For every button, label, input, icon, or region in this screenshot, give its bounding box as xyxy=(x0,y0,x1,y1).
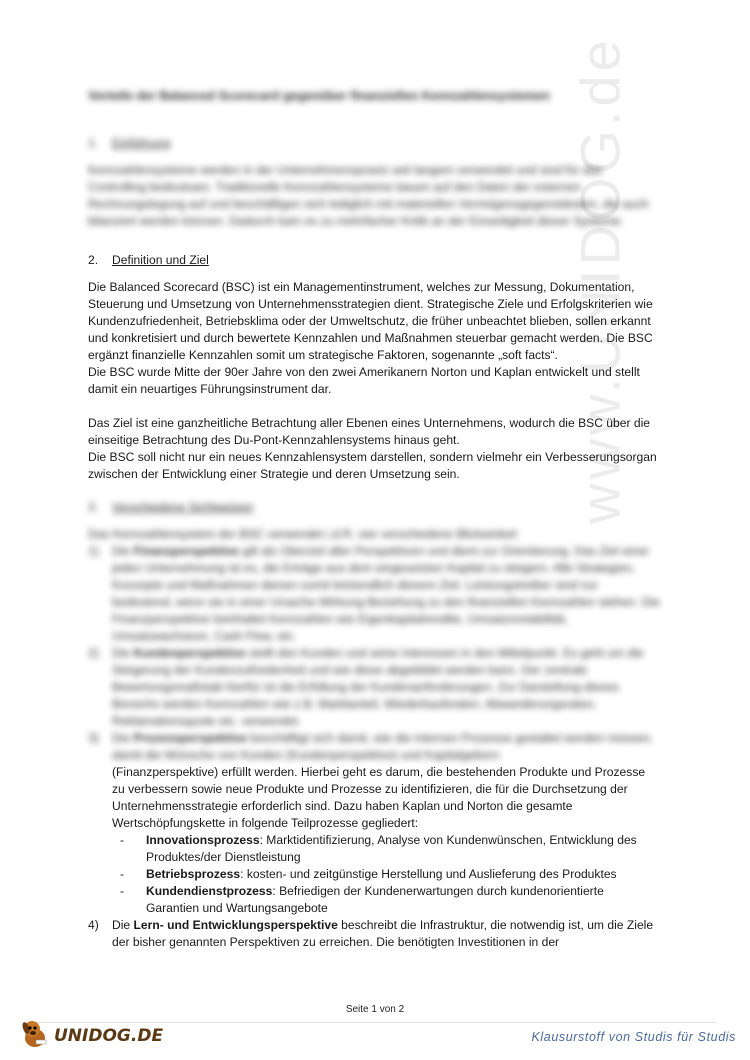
perspective-list xyxy=(88,543,660,951)
paragraph: Kennzahlensysteme werden in der Unternehmenspraxis seit langem verwendet und sind für das Controlling bedeutsam. Traditionelle Kennzahlensysteme bauen auf den Daten der externen Rechnungslegung auf und beschäftigen sich lediglich mit materiellen Vermögensgegenständen, die auch bilanziert werden können. Dadurch kam es zu mehrfacher Kritik an der Einseitigkeit dieser Systeme. xyxy=(88,163,649,228)
section-heading: 3. Verschiedene Sichtweisen xyxy=(88,500,254,514)
subprocess-list xyxy=(112,832,660,917)
section-heading: 2. Definition und Ziel xyxy=(88,253,209,267)
section-introduction xyxy=(88,135,660,230)
list-item: - Kundendienstprozess: Befriedigen der Kundenerwartungen durch kundenorientierte Garantien und Wartungsangebote xyxy=(120,884,604,915)
paragraph: Das Ziel ist eine ganzheitliche Betrachtung aller Ebenen eines Unternehmens, wodurch die BSC über die einseitige Betrachtung des Du-Pont-Kennzahlensystems hinaus geht. xyxy=(88,416,651,447)
unidog-logo xyxy=(18,1016,163,1050)
document-title: Vorteile der Balanced Scorecard gegenüber finanziellen Kennzahlensystemen xyxy=(88,89,550,103)
section-heading: 1. Einführung xyxy=(88,136,171,150)
list-item: 4) Die Lern- und Entwicklungsperspektive beschreibt die Infrastruktur, die notwendig ist, um die Ziele der bisher genannten Perspektiven zu erreichen. Die benötigten Investitionen in der xyxy=(88,918,654,949)
list-item: 3) Die Prozessperspektive beschäftigt sich damit, wie die internen Prozesse gestaltet werden müssen, damit die Wünsche von Kunden (Kundenperspektive) und Kapitalgebern (Finanzperspektive) erfüllt werden. Hierbei geht es darum, die bestehenden Produkte und Prozesse zu verbessern sowie neue Produkte und Prozesse zu identifizieren, die für die Durchsetzung der Unternehmensstrategie erforderlich sind. Dazu haben Kaplan und Norton die gesamte Wertschöpfungskette in folgende Teilprozesse gegliedert: - Innovationsprozess: Marktidentifizierung, Analyse von Kundenwünschen, Entwicklung des Produktes/der Dienstleistung - Betriebsprozess: kosten- und zeitgünstige Herstellung und Auslieferung des Produktes - Kundendienstprozess: Befriedigen der Kundenerwartungen durch kundenorientierte Garantien und Wartungsangebote xyxy=(88,730,660,917)
footer-tagline: Klausurstoff von Studis für Studis xyxy=(531,1030,736,1044)
list-item: - Betriebsprozess: kosten- und zeitgünstige Herstellung und Auslieferung des Produktes xyxy=(120,867,617,881)
logo-text: UNIDOG.DE xyxy=(54,1026,164,1046)
section-perspectives xyxy=(88,499,660,951)
paragraph: Das Kennzahlensystem der BSC verwendet i.d.R. vier verschiedene Blickwinkel: xyxy=(88,527,519,541)
document-body xyxy=(88,88,660,951)
list-item: 1) Die Finanzperspektive gilt als Oberziel aller Perspektiven und dient zur Orientierung. Das Ziel einer jeden Unternehmung ist es, die Erträge aus dem eingesetzten Kapital zu steigern. Alle Strategien, Konzepte und Maßnahmen dienen somit letztendlich diesem Ziel. Leistungstreiber sind nur bedeutend, wenn sie in einer Ursache-Wirkung-Beziehung zu den finanziellen Kennzahlen stehen. Die Finanzperspektive beinhaltet Kennzahlen wie Eigenkapitalrendite, Umsatzrentabilität, Umsatzwachstum, Cash Flow, etc. xyxy=(88,544,660,643)
paragraph: Die Balanced Scorecard (BSC) ist ein Managementinstrument, welches zur Messung, Dokumentation, Steuerung und Umsetzung von Unternehmensstrategien dient. Strategische Ziele und Erfolgskriterien wie Kundenzufriedenheit, Betriebsklima oder der Umweltschutz, die früher unbeachtet blieben, sollen erkannt und konkretisiert und durch bewertete Kennzahlen und Maßnahmen steuerbar gemacht werden. Die BSC ergänzt finanzielle Kennzahlen somit um strategische Faktoren, sogenannte „soft facts“. xyxy=(88,280,653,362)
document-page: www.UNIDOG.de Vorteile der Balanced Scorecard gegenüber finanziellen Kennzahlensystemen 1. Einführung Kennzahlensysteme werden in der Unternehmenspraxis seit langem verwendet und sind für das Controlling bedeutsam. Traditionelle Kennzahlensysteme bauen auf den Daten der externen Rechnungslegung auf und beschäftigen sich lediglich mit materiellen Vermögensgegenständen, die auch bilanziert werden können. Dadurch kam es zu mehrfacher Kritik an der Einseitigkeit dieser Systeme. 2. Definition und Ziel Die Balanced Scorecard (BSC) ist ein Managementinstrument, welches zur Messung, Dokumentation, Steuerung und Umsetzung von Unternehmensstrategien dient. Strategische Ziele und Erfolgskriterien wie Kundenzufriedenheit, Betriebsklima oder der Umweltschutz, die früher unbeachtet blieben, sollen erkannt und konkretisiert und durch bewertete Kennzahlen und Maßnahmen steuerbar gemacht werden. Die BSC ergänzt finanzielle Kennzahlen somit um strategische Faktoren, sogenannte „soft facts“. Die BSC wurde Mitte der 90er Jahre von den zwei Amerikanern Norton und Kaplan entwickelt und stellt damit ein neuartiges Führungsinstrument dar. Das Ziel ist eine ganzheitliche Betrachtung aller Ebenen eines Unternehmens, wodurch die BSC über die einseitige Betrachtung des Du-Pont-Kennzahlensystems hinaus geht. Die BSC soll nicht nur ein neues Kennzahlensystem darstellen, sondern vielmehr ein Verbesserungsorgan zwischen der Entwicklung einer Strategie und deren Umsetzung sein. 3. Verschiedene Sichtweisen Das Kennzahlensystem der BSC verwendet i.d.R. vier verschiedene Blickwinkel: 1) Die Finanzperspektive gilt als Oberziel aller Perspektiven und dient zur Orientierung. Das Ziel einer jeden Unternehmung ist es, die Erträge aus dem eingesetzten Kapital zu steigern. Alle Strategien, Konzepte und Maßnahmen dienen somit letztendlich diesem Ziel. Leistungstreiber sind nur bedeutend, wenn sie in einer Ursache-Wirkung-Beziehung zu den finanziellen Kennzahlen stehen. Die Finanzperspektive beinhaltet Kennzahlen wie Eigenkapitalrendite, Umsatzrentabilität, Umsatzwachstum, Cash Flow, etc. 2) Die Kundenperspektive stellt den Kunden und seine Interessen in den Mittelpunkt. Es geht um die Steigerung der Kundenzufriedenheit und wie diese abgebildet werden kann. Der zentrale Bewertungsmaßstab hierfür ist die Erfüllung der Kundenanforderungen. Zur Darstellung dieses Bereichs werden Kennzahlen wie z.B. Marktanteil, Wiederkaufsraten, Abwanderungsraten, Reklamationsquote etc. verwendet. 3) Die Prozessperspektive beschäftigt sich damit, wie die internen Prozesse gestaltet werden müssen, damit die Wünsche von Kunden (Kundenperspektive) und Kapitalgebern (Finanzperspektive) erfüllt werden. Hierbei geht es darum, die bestehenden Produkte und Prozesse zu verbessern sowie neue Produkte und Prozesse zu identifizieren, die für die Durchsetzung der Unternehmensstrategie erforderlich sind. Dazu haben Kaplan und Norton die gesamte Wertschöpfungskette in folgende Teilprozesse gegliedert: - Innovationsprozess: Marktidentifizierung, Analyse von Kundenwünschen, Entwicklung des Produktes/der Dienstleistung - Betriebsprozess: kosten- und zeitgünstige Herstellung und Auslieferung des Produktes - Kundendienstprozess: Befriedigen der Kundenerwartungen durch kundenorientierte Garantien und Wartungsangebote 4) Die Lern- und Entwicklungsperspektive beschreibt die Infrastruktur, die notwendig ist, um die Ziele der bisher genannten Perspektiven zu erreichen. Die benötigten Investitionen in der Seite 1 von 2 UNIDOG.DE Klausurstoff von Studis für Studis xyxy=(0,0,750,1060)
list-item: 2) Die Kundenperspektive stellt den Kunden und seine Interessen in den Mittelpunkt. Es geht um die Steigerung der Kundenzufriedenheit und wie diese abgebildet werden kann. Der zentrale Bewertungsmaßstab hierfür ist die Erfüllung der Kundenanforderungen. Zur Darstellung dieses Bereichs werden Kennzahlen wie z.B. Marktanteil, Wiederkaufsraten, Abwanderungsraten, Reklamationsquote etc. verwendet. xyxy=(88,646,644,728)
paragraph: Die BSC soll nicht nur ein neues Kennzahlensystem darstellen, sondern vielmehr ein Verbesserungsorgan zwischen der Entwicklung einer Strategie und deren Umsetzung sein. xyxy=(88,450,657,481)
paragraph: (Finanzperspektive) erfüllt werden. Hierbei geht es darum, die bestehenden Produkte und Prozesse zu verbessern sowie neue Produkte und Prozesse zu identifizieren, die für die Durchsetzung der Unternehmensstrategie erforderlich sind. Dazu haben Kaplan und Norton die gesamte Wertschöpfungskette in folgende Teilprozesse gegliedert: xyxy=(112,765,646,830)
section-definition xyxy=(88,252,660,483)
paragraph: Die BSC wurde Mitte der 90er Jahre von den zwei Amerikanern Norton und Kaplan entwickelt und stellt damit ein neuartiges Führungsinstrument dar. xyxy=(88,365,640,396)
list-item: - Innovationsprozess: Marktidentifizierung, Analyse von Kundenwünschen, Entwicklung des Produktes/der Dienstleistung xyxy=(120,833,637,864)
dog-mascot-icon xyxy=(18,1016,52,1050)
page-number: Seite 1 von 2 xyxy=(345,1004,405,1015)
